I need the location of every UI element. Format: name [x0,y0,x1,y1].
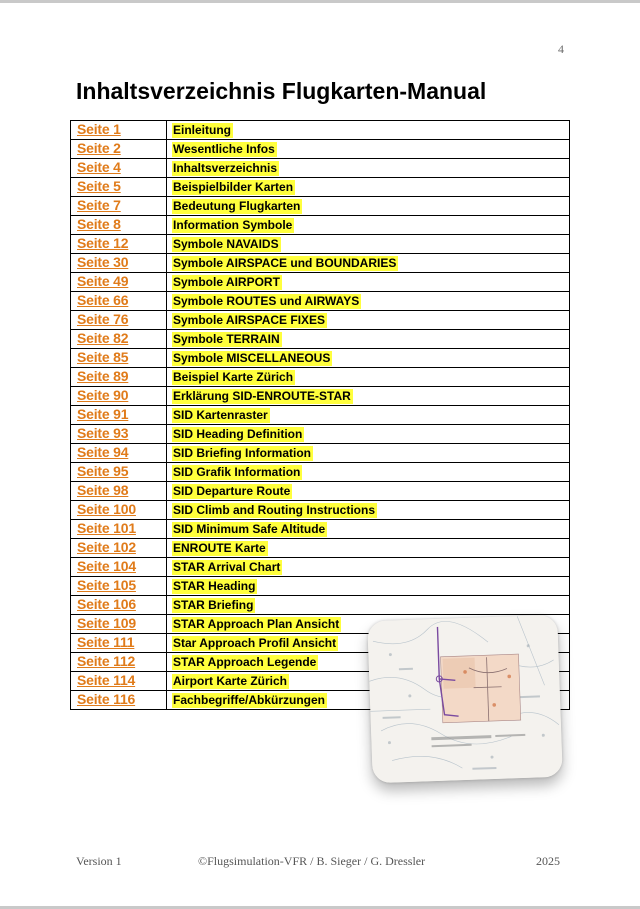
toc-topic-cell [167,178,570,197]
toc-row [71,368,570,387]
toc-page-link[interactable]: Seite 82 [77,330,129,346]
toc-topic-cell [167,482,570,501]
toc-row [71,121,570,140]
toc-page-cell [71,406,167,425]
toc-topic-cell [167,387,570,406]
toc-topic-label: Erklärung SID-ENROUTE-STAR [173,389,351,403]
toc-page-link[interactable]: Seite 7 [77,197,121,213]
toc-page-link[interactable]: Seite 104 [77,558,136,574]
toc-page-link[interactable]: Seite 91 [77,406,129,422]
toc-topic-label: Airport Karte Zürich [173,674,288,688]
toc-topic-label: Symbole TERRAIN [173,332,280,346]
toc-topic-label: Symbole AIRSPACE FIXES [173,313,326,327]
toc-page-cell [71,691,167,710]
toc-page-cell [71,463,167,482]
toc-topic-cell [167,197,570,216]
toc-page-cell [71,178,167,197]
toc-page-link[interactable]: Seite 101 [77,520,136,536]
toc-topic-label: SID Departure Route [173,484,291,498]
toc-topic-label: Star Approach Profil Ansicht [173,636,337,650]
toc-page-cell [71,197,167,216]
toc-row [71,273,570,292]
toc-page-link[interactable]: Seite 85 [77,349,129,365]
toc-page-cell [71,292,167,311]
toc-page-cell [71,140,167,159]
toc-topic-cell [167,463,570,482]
toc-page-link[interactable]: Seite 12 [77,235,129,251]
toc-topic-cell [167,368,570,387]
toc-topic-label: SID Grafik Information [173,465,301,479]
footer-copyright: ©Flugsimulation-VFR / B. Sieger / G. Dressler [198,854,426,868]
toc-topic-label: Information Symbole [173,218,293,232]
toc-page-link[interactable]: Seite 5 [77,178,121,194]
toc-page-cell [71,387,167,406]
toc-page-link[interactable]: Seite 30 [77,254,129,270]
map-illustration [367,615,563,784]
toc-topic-label: Fachbegriffe/Abkürzungen [173,693,326,707]
toc-row [71,197,570,216]
toc-page-link[interactable]: Seite 2 [77,140,121,156]
toc-page-cell [71,235,167,254]
toc-page-link[interactable]: Seite 105 [77,577,136,593]
toc-page-cell [71,330,167,349]
toc-page-link[interactable]: Seite 114 [77,672,136,688]
toc-row [71,330,570,349]
toc-topic-cell [167,273,570,292]
toc-page-cell [71,349,167,368]
toc-row [71,140,570,159]
toc-page-cell [71,672,167,691]
toc-topic-cell [167,520,570,539]
toc-page-cell [71,653,167,672]
toc-topic-cell [167,235,570,254]
toc-topic-label: STAR Approach Plan Ansicht [173,617,340,631]
toc-page-cell [71,482,167,501]
toc-topic-label: Beispielbilder Karten [173,180,294,194]
toc-page-cell [71,368,167,387]
toc-topic-label: Wesentliche Infos [173,142,275,156]
toc-topic-cell [167,121,570,140]
toc-page-cell [71,596,167,615]
toc-row [71,235,570,254]
toc-row [71,406,570,425]
toc-topic-cell [167,330,570,349]
toc-topic-cell [167,292,570,311]
toc-row [71,254,570,273]
footer-year: 2025 [536,854,560,868]
toc-page-link[interactable]: Seite 106 [77,596,136,612]
toc-page-link[interactable]: Seite 116 [77,691,136,707]
toc-page-cell [71,577,167,596]
page-number: 4 [558,42,564,56]
toc-page-link[interactable]: Seite 49 [77,273,129,289]
toc-page-link[interactable]: Seite 102 [77,539,136,555]
toc-topic-label: STAR Heading [173,579,256,593]
toc-page-cell [71,558,167,577]
toc-topic-label: Symbole MISCELLANEOUS [173,351,331,365]
toc-topic-label: Inhaltsverzeichnis [173,161,278,175]
toc-row [71,539,570,558]
toc-page-cell [71,634,167,653]
toc-row [71,463,570,482]
toc-page-cell [71,273,167,292]
toc-page-link[interactable]: Seite 94 [77,444,129,460]
page-title: Inhaltsverzeichnis Flugkarten-Manual [76,78,487,104]
toc-topic-label: Bedeutung Flugkarten [173,199,301,213]
toc-row [71,558,570,577]
toc-page-link[interactable]: Seite 112 [77,653,136,669]
toc-row [71,577,570,596]
toc-row [71,501,570,520]
toc-topic-label: Symbole AIRPORT [173,275,280,289]
top-divider [0,0,640,3]
toc-topic-cell [167,349,570,368]
toc-page-link[interactable]: Seite 95 [77,463,129,479]
toc-page-link[interactable]: Seite 4 [77,159,121,175]
toc-page-link[interactable]: Seite 98 [77,482,129,498]
chart-map-thumbnail-icon [367,615,563,784]
toc-topic-label: Symbole ROUTES und AIRWAYS [173,294,360,308]
toc-page-cell [71,311,167,330]
toc-row [71,482,570,501]
toc-page-link[interactable]: Seite 90 [77,387,129,403]
toc-topic-label: SID Minimum Safe Altitude [173,522,326,536]
toc-page-link[interactable]: Seite 76 [77,311,129,327]
toc-page-link[interactable]: Seite 109 [77,615,136,631]
toc-row [71,216,570,235]
toc-row [71,425,570,444]
toc-page-cell [71,501,167,520]
toc-topic-label: STAR Briefing [173,598,254,612]
toc-topic-cell [167,577,570,596]
toc-topic-label: Einleitung [173,123,231,137]
toc-topic-label: ENROUTE Karte [173,541,266,555]
toc-topic-label: Symbole NAVAIDS [173,237,279,251]
toc-topic-cell [167,254,570,273]
toc-topic-cell [167,406,570,425]
toc-row [71,311,570,330]
toc-topic-cell [167,501,570,520]
toc-row [71,159,570,178]
toc-topic-label: SID Kartenraster [173,408,268,422]
toc-row [71,520,570,539]
toc-page-cell [71,539,167,558]
toc-page-link[interactable]: Seite 93 [77,425,129,441]
toc-topic-cell [167,596,570,615]
toc-page-link[interactable]: Seite 111 [77,634,135,650]
toc-topic-cell [167,216,570,235]
toc-page-link[interactable]: Seite 100 [77,501,136,517]
toc-topic-label: STAR Arrival Chart [173,560,281,574]
toc-page-cell [71,121,167,140]
toc-topic-label: SID Climb and Routing Instructions [173,503,375,517]
toc-page-cell [71,159,167,178]
toc-topic-cell [167,140,570,159]
toc-topic-cell [167,444,570,463]
toc-page-cell [71,615,167,634]
toc-page-cell [71,520,167,539]
toc-topic-cell [167,539,570,558]
toc-topic-label: Beispiel Karte Zürich [173,370,294,384]
toc-page-link[interactable]: Seite 1 [77,121,121,137]
toc-row [71,596,570,615]
toc-row [71,444,570,463]
toc-page-link[interactable]: Seite 89 [77,368,129,384]
toc-page-cell [71,216,167,235]
toc-row [71,387,570,406]
toc-topic-cell [167,425,570,444]
toc-topic-label: SID Briefing Information [173,446,311,460]
toc-row [71,292,570,311]
toc-topic-label: STAR Approach Legende [173,655,317,669]
toc-row [71,349,570,368]
toc-topic-cell [167,558,570,577]
toc-page-link[interactable]: Seite 8 [77,216,121,232]
toc-page-cell [71,425,167,444]
toc-topic-label: Symbole AIRSPACE und BOUNDARIES [173,256,397,270]
toc-page-cell [71,254,167,273]
toc-topic-cell [167,311,570,330]
toc-topic-cell [167,159,570,178]
toc-topic-label: SID Heading Definition [173,427,303,441]
footer-version: Version 1 [76,854,122,868]
toc-page-cell [71,444,167,463]
toc-row [71,178,570,197]
toc-page-link[interactable]: Seite 66 [77,292,129,308]
